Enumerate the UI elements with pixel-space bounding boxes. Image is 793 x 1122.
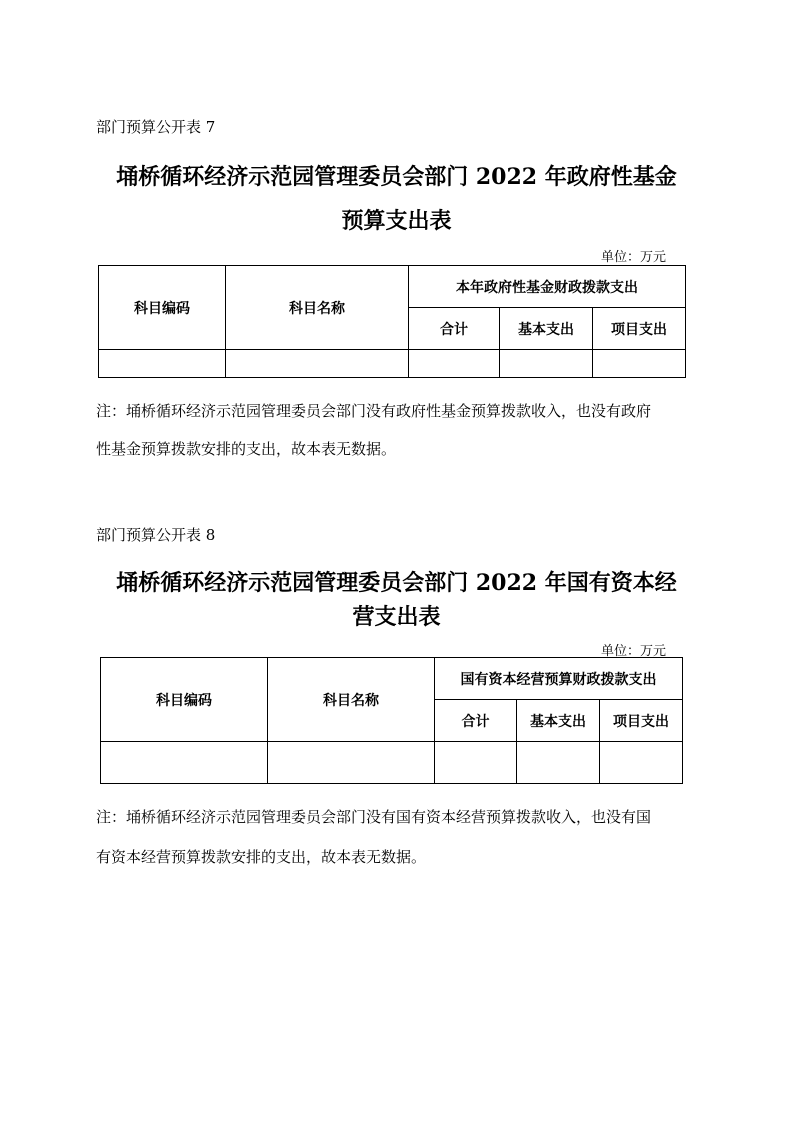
section2-group-header: 国有资本经营预算财政拨款支出 — [435, 658, 683, 700]
section1-sub-total: 合计 — [409, 308, 500, 350]
section2-title-line2: 营支出表 — [352, 604, 441, 630]
section2-empty-cell — [600, 742, 683, 784]
section1-table — [98, 265, 686, 378]
section1-empty-cell — [500, 350, 593, 378]
section1-title-line2: 预算支出表 — [341, 208, 452, 234]
section2-empty-cell — [268, 742, 435, 784]
section1-note-line1: 注：埇桥循环经济示范园管理委员会部门没有政府性基金预算拨款收入，也没有政府 — [96, 402, 652, 420]
section2-col-code: 科目编码 — [101, 658, 268, 742]
section1-sub-project: 项目支出 — [593, 308, 686, 350]
section2-sub-project: 项目支出 — [600, 700, 683, 742]
section1-col-code: 科目编码 — [99, 266, 226, 350]
section2-empty-cell — [101, 742, 268, 784]
section2-label: 部门预算公开表 8 — [96, 526, 216, 544]
section1-col-name: 科目名称 — [226, 266, 409, 350]
section1-label: 部门预算公开表 7 — [96, 118, 216, 136]
section2-empty-cell — [517, 742, 600, 784]
section1-note-line2: 性基金预算拨款安排的支出，故本表无数据。 — [96, 440, 397, 458]
section2-sub-total: 合计 — [435, 700, 517, 742]
section1-empty-cell — [226, 350, 409, 378]
section1-title-line1: 埇桥循环经济示范园管理委员会部门 2022 年政府性基金 — [116, 164, 677, 190]
section2-note-line1: 注：埇桥循环经济示范园管理委员会部门没有国有资本经营预算拨款收入，也没有国 — [96, 808, 652, 826]
section2-title-line1: 埇桥循环经济示范园管理委员会部门 2022 年国有资本经 — [116, 570, 677, 596]
section2-unit: 单位：万元 — [600, 644, 666, 659]
section2-sub-basic: 基本支出 — [517, 700, 600, 742]
section1-empty-cell — [409, 350, 500, 378]
section1-empty-cell — [593, 350, 686, 378]
section2-note-line2: 有资本经营预算拨款安排的支出，故本表无数据。 — [96, 848, 427, 866]
section1-group-header: 本年政府性基金财政拨款支出 — [409, 266, 686, 308]
section1-empty-cell — [99, 350, 226, 378]
section2-table — [100, 657, 683, 784]
section1-unit: 单位：万元 — [600, 250, 666, 265]
section2-empty-cell — [435, 742, 517, 784]
section2-col-name: 科目名称 — [268, 658, 435, 742]
section1-sub-basic: 基本支出 — [500, 308, 593, 350]
